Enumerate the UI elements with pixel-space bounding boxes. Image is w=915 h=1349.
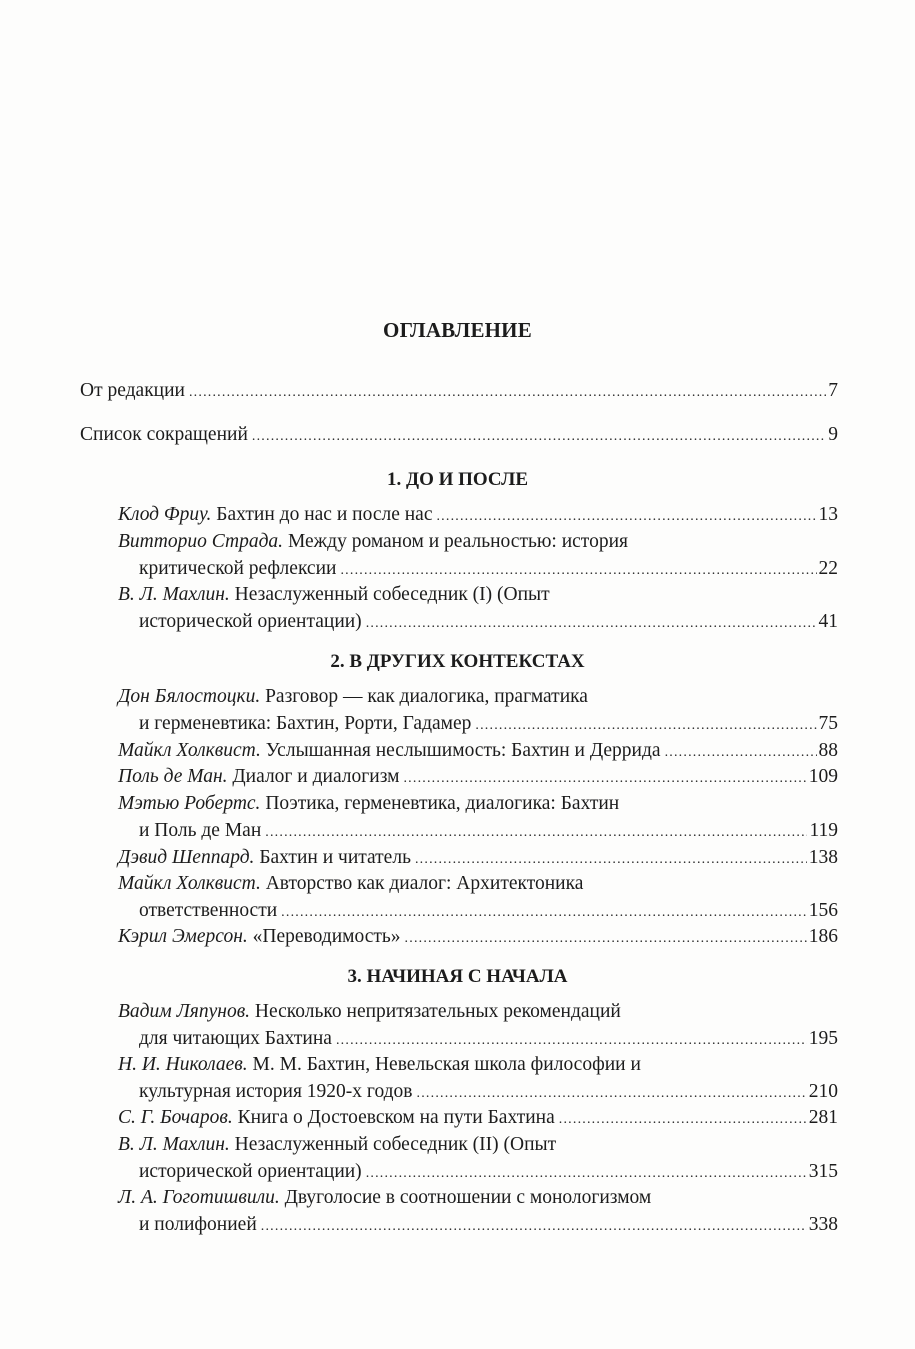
dot-leader	[405, 927, 807, 951]
entry-title: Услышанная неслышимость: Бахтин и Деррида	[265, 740, 661, 761]
dot-leader	[366, 1162, 807, 1186]
toc-line	[118, 1106, 838, 1132]
entry-title: Двуголосие в соотношении с монологизмом	[284, 1187, 652, 1208]
entry-title: От редакции	[80, 380, 185, 401]
entry-text	[118, 765, 399, 789]
entry-title-continued: исторической ориентации)	[139, 611, 362, 632]
entry-text	[118, 925, 401, 949]
entry-title: Незаслуженный собеседник (I) (Опыт	[234, 584, 550, 605]
toc-line	[118, 872, 838, 896]
toc-line	[139, 899, 838, 925]
toc-line	[80, 379, 838, 405]
toc-line	[118, 530, 838, 554]
entry-title-continued: и герменевтика: Бахтин, Рорти, Гадамер	[139, 713, 472, 734]
dot-leader	[559, 1108, 807, 1132]
entry-title-continued: критической рефлексии	[139, 558, 337, 579]
section-heading: 3. НАЧИНАЯ С НАЧАЛА	[347, 966, 568, 987]
dot-leader	[336, 1029, 807, 1053]
dot-leader	[261, 1215, 807, 1239]
entry-text	[118, 872, 583, 896]
page-number: 281	[808, 1107, 838, 1128]
toc-line	[118, 685, 838, 709]
dot-leader	[265, 821, 807, 845]
entry-title: Поэтика, герменевтика, диалогика: Бахтин	[265, 793, 620, 814]
toc-line	[139, 1080, 838, 1106]
entry-text	[118, 685, 588, 709]
dot-leader	[415, 848, 807, 872]
dot-leader	[436, 505, 816, 529]
entry-author: В. Л. Махлин.	[118, 584, 230, 605]
page-number: 41	[818, 611, 838, 632]
entry-author: В. Л. Махлин.	[118, 1134, 230, 1155]
entry-title-continued: и полифонией	[139, 1214, 257, 1235]
entry-title: М. М. Бахтин, Невельская школа философии и	[252, 1054, 641, 1075]
page-number: 7	[828, 380, 838, 401]
toc-line	[139, 1027, 838, 1053]
entry-text	[118, 1053, 641, 1077]
toc-line	[118, 846, 838, 872]
dot-leader	[252, 425, 826, 449]
page-number: 338	[808, 1214, 838, 1235]
page-number: 13	[818, 504, 838, 525]
toc-line	[139, 1160, 838, 1186]
entry-title: «Переводимость»	[252, 926, 401, 947]
page-number: 315	[808, 1161, 838, 1182]
entry-author: Поль де Ман.	[118, 766, 228, 787]
entry-title: Авторство как диалог: Архитектоника	[265, 873, 584, 894]
dot-leader	[281, 901, 807, 925]
page-number: 156	[808, 900, 838, 921]
entry-author: Кэрил Эмерсон.	[118, 926, 248, 947]
toc-line	[118, 583, 838, 607]
dot-leader	[189, 381, 826, 405]
entry-title: Незаслуженный собеседник (II) (Опыт	[234, 1134, 557, 1155]
dot-leader	[417, 1082, 807, 1106]
toc-line	[139, 1213, 838, 1239]
toc-line	[139, 819, 838, 845]
entry-author: Л. А. Гоготишвили.	[118, 1187, 280, 1208]
page-number: 88	[818, 740, 838, 761]
entry-title: Несколько непритязательных рекомендаций	[254, 1001, 621, 1022]
toc-line	[118, 765, 838, 791]
entry-title-continued: для читающих Бахтина	[139, 1028, 332, 1049]
toc-line	[118, 925, 838, 951]
entry-author: Н. И. Николаев.	[118, 1054, 248, 1075]
entry-title-continued: исторической ориентации)	[139, 1161, 362, 1182]
entry-text	[118, 1186, 651, 1210]
entry-title-continued: ответственности	[139, 900, 278, 921]
entry-text	[118, 739, 661, 763]
entry-title: Диалог и диалогизм	[232, 766, 400, 787]
dot-leader	[403, 767, 806, 791]
entry-text	[118, 503, 432, 527]
page-number: 9	[828, 424, 838, 445]
toc-line	[118, 1000, 838, 1024]
entry-text	[118, 1000, 621, 1024]
toc-line	[118, 792, 838, 816]
entry-text	[118, 1133, 556, 1157]
entry-text	[118, 583, 550, 607]
entry-author: Дон Бялостоцки.	[118, 686, 261, 707]
section-heading: 1. ДО И ПОСЛЕ	[387, 469, 528, 490]
entry-author: Клод Фриу.	[118, 504, 212, 525]
toc-line	[139, 557, 838, 583]
page-number: 195	[808, 1028, 838, 1049]
page-number: 119	[809, 820, 838, 841]
toc-heading: ОГЛАВЛЕНИЕ	[383, 318, 532, 342]
entry-author: Дэвид Шеппард.	[118, 847, 255, 868]
page-number: 75	[818, 713, 838, 734]
entry-title-continued: и Поль де Ман	[139, 820, 262, 841]
page-number: 22	[818, 558, 838, 579]
toc-line	[118, 739, 838, 765]
toc-line	[118, 1133, 838, 1157]
toc-line	[118, 503, 838, 529]
page-number: 138	[808, 847, 838, 868]
entry-title: Книга о Достоевском на пути Бахтина	[237, 1107, 555, 1128]
entry-title-continued: культурная история 1920-х годов	[139, 1081, 413, 1102]
entry-author: С. Г. Бочаров.	[118, 1107, 233, 1128]
entry-author: Вадим Ляпунов.	[118, 1001, 251, 1022]
page-number: 210	[808, 1081, 838, 1102]
entry-text	[118, 1106, 555, 1130]
dot-leader	[475, 714, 816, 738]
entry-author: Майкл Холквист.	[118, 740, 261, 761]
section-heading: 2. В ДРУГИХ КОНТЕКСТАХ	[330, 651, 585, 672]
entry-title: Бахтин и читатель	[259, 847, 411, 868]
entry-title: Бахтин до нас и после нас	[216, 504, 433, 525]
entry-author: Витторио Страда.	[118, 531, 284, 552]
entry-author: Мэтью Робертс.	[118, 793, 261, 814]
toc-line	[118, 1053, 838, 1077]
toc-line	[139, 712, 838, 738]
dot-leader	[366, 612, 817, 636]
toc-line	[118, 1186, 838, 1210]
entry-text	[118, 792, 619, 816]
entry-text	[118, 530, 628, 554]
page-number: 109	[808, 766, 838, 787]
dot-leader	[665, 741, 817, 765]
entry-title: Список сокращений	[80, 424, 248, 445]
entry-author: Майкл Холквист.	[118, 873, 261, 894]
dot-leader	[340, 559, 816, 583]
entry-title: Между романом и реальностью: история	[287, 531, 628, 552]
entry-title: Разговор — как диалогика, прагматика	[265, 686, 588, 707]
toc-line	[139, 610, 838, 636]
page-number: 186	[808, 926, 838, 947]
entry-text	[118, 846, 411, 870]
toc-line	[80, 423, 838, 449]
